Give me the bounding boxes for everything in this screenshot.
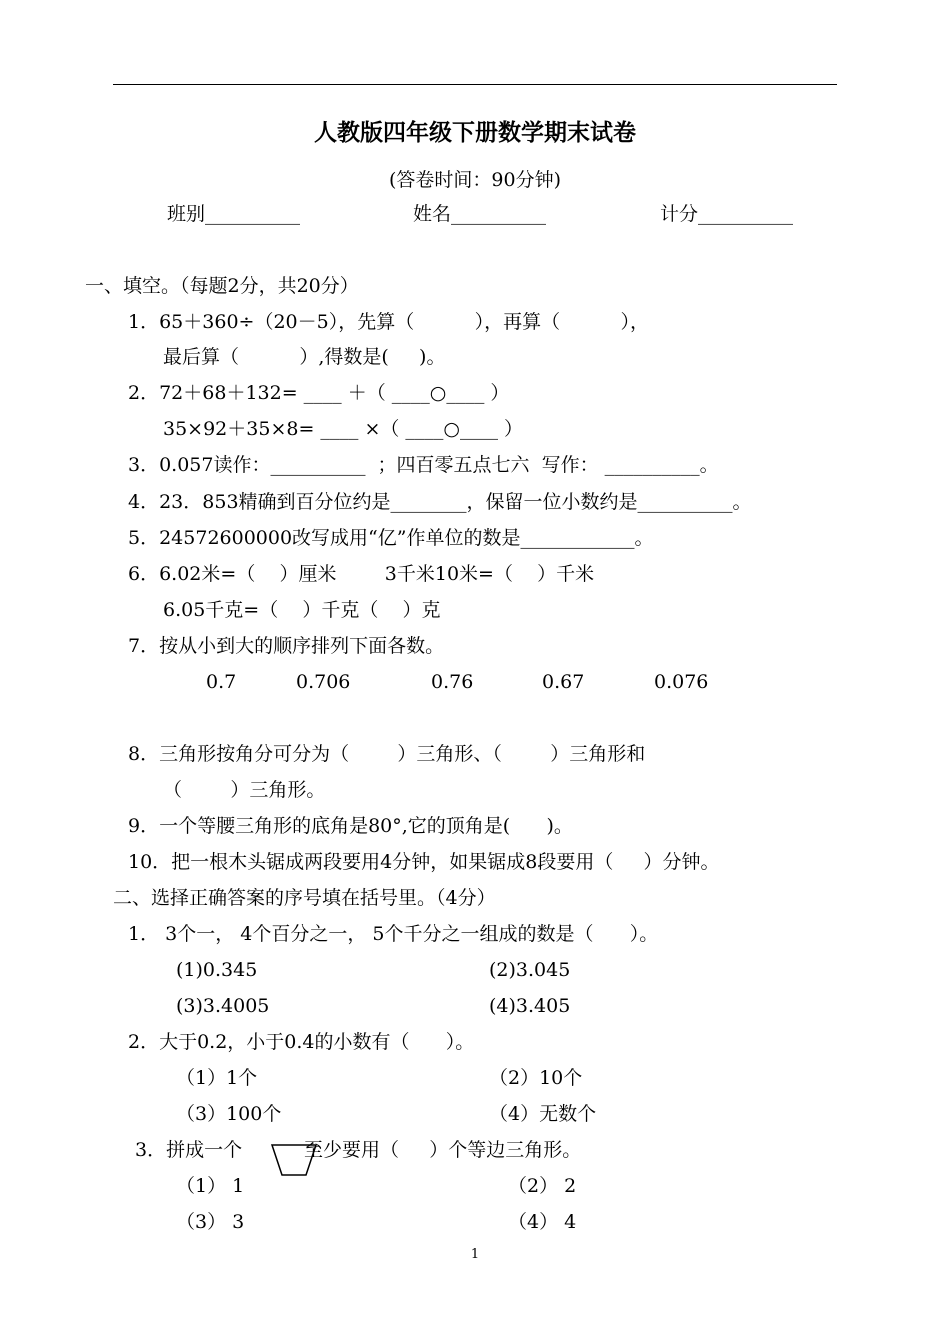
mc-q3-prefix: 3．拼成一个	[135, 1139, 243, 1161]
q7-number: 0.706	[296, 671, 351, 693]
section1-heading: 一、填空。（每题2分，共20分）	[85, 275, 359, 297]
mc-q2-option: （4）无数个	[489, 1103, 597, 1125]
q7-number: 0.7	[206, 671, 237, 693]
q7: 7．按从小到大的顺序排列下面各数。	[128, 635, 445, 657]
q6-line2: 6.05千克=（ ）千克（ ）克	[163, 599, 441, 621]
mc-q1-option: (4)3.405	[489, 995, 571, 1017]
q7-number: 0.67	[542, 671, 585, 693]
name-field: 姓名__________	[413, 203, 547, 225]
q5: 5．24572600000改写成用“亿”作单位的数是____________。	[128, 527, 654, 549]
q8-line2: （ ）三角形。	[163, 779, 326, 801]
mc-q3-option: （2） 2	[508, 1175, 577, 1197]
page-number: 1	[470, 1247, 480, 1262]
mc-q3-option: （4） 4	[508, 1211, 577, 1233]
class-field: 班别__________	[167, 203, 301, 225]
mc-q3-option: （3） 3	[176, 1211, 245, 1233]
page-title: 人教版四年级下册数学期末试卷	[314, 120, 636, 146]
q1-line2: 最后算（ ）,得数是( )。	[163, 346, 446, 368]
q8-line1: 8．三角形按角分可分为（ ）三角形、（ ）三角形和	[128, 743, 646, 765]
exam-duration: (答卷时间：90分钟)	[388, 169, 561, 191]
q1-line1: 1．65＋360÷（20－5），先算（ ），再算（ ），	[128, 311, 650, 333]
top-rule	[113, 84, 837, 85]
mc-q1: 1． 3个一， 4个百分之一， 5个千分之一组成的数是（ ）。	[128, 923, 659, 945]
section2-heading: 二、选择正确答案的序号填在括号里。（4分）	[113, 887, 496, 909]
score-field: 计分__________	[660, 203, 794, 225]
q3: 3．0.057读作：__________ ；四百零五点七六 写作： __________。	[128, 454, 719, 476]
q6-line1: 6．6.02米=（ ）厘米 3千米10米=（ ）千米	[128, 563, 595, 585]
q4: 4．23．853精确到百分位约是________，保留一位小数约是__________。	[128, 491, 752, 513]
mc-q3-option: （1） 1	[176, 1175, 245, 1197]
q2-line2: 35×92＋35×8= ____ ×（ ____○____ ）	[163, 418, 524, 440]
mc-q2-option: （3）100个	[176, 1103, 282, 1125]
mc-q1-option: (1)0.345	[176, 959, 258, 981]
mc-q1-option: (2)3.045	[489, 959, 571, 981]
q2-line1: 2．72＋68＋132= ____ ＋（ ____○____ ）	[128, 382, 510, 404]
q7-number: 0.076	[654, 671, 709, 693]
q10: 10．把一根木头锯成两段要用4分钟，如果锯成8段要用（ ）分钟。	[128, 851, 720, 873]
mc-q1-option: (3)3.4005	[176, 995, 270, 1017]
mc-q3-suffix: 至少要用（ ）个等边三角形。	[304, 1139, 582, 1161]
mc-q2-option: （2）10个	[489, 1067, 583, 1089]
mc-q2-option: （1）1个	[176, 1067, 258, 1089]
q9: 9．一个等腰三角形的底角是80°,它的顶角是( )。	[128, 815, 573, 837]
mc-q2: 2．大于0.2，小于0.4的小数有（ ）。	[128, 1031, 475, 1053]
q7-number: 0.76	[431, 671, 474, 693]
